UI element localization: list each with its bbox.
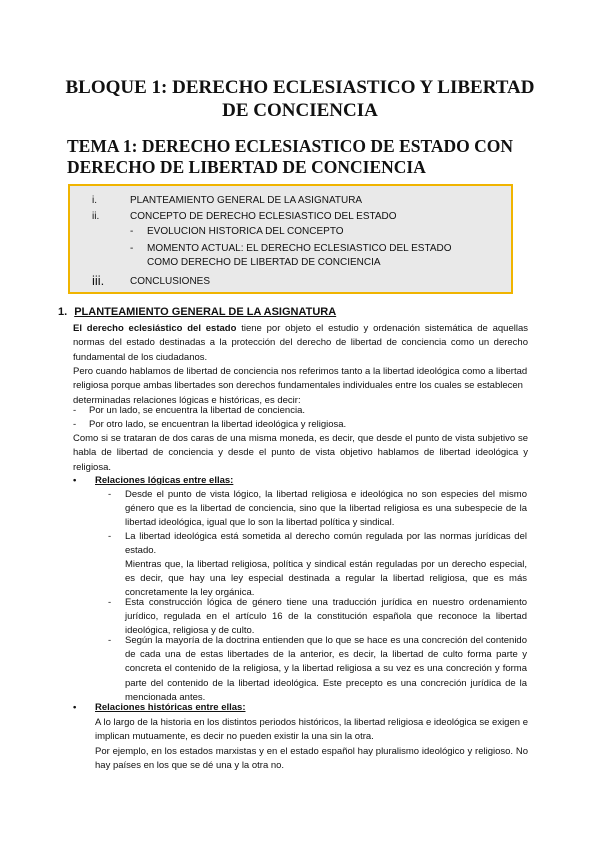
toc-subitem-label: MOMENTO ACTUAL: EL DERECHO ECLESIASTICO DEL ESTADO COMO DERECHO DE LIBERTAD DE CONCIENCIA bbox=[147, 243, 452, 268]
list-item-continuation: Mientras que, la libertad religiosa, política y sindical están reguladas por un derecho especial, es decir, que hay una ley especial destinada a regular la libertad religiosa, que es más concretamente la ley orgánica. bbox=[125, 559, 527, 599]
table-of-contents bbox=[68, 184, 513, 294]
definition-bold-term: El derecho eclesiástico del estado bbox=[73, 323, 237, 334]
list-item-text: La libertad ideológica está sometida al derecho común regulada por las normas jurídicas del estado. bbox=[125, 531, 527, 557]
toc-item-label: CONCEPTO DE DERECHO ECLESIASTICO DEL ESTADO bbox=[130, 211, 397, 222]
tema-title bbox=[67, 136, 567, 178]
list-item-text: Por un lado, se encuentra la libertad de conciencia. bbox=[89, 405, 305, 416]
toc-item-number: i. bbox=[92, 195, 97, 206]
tema-title-line2: DERECHO DE LIBERTAD DE CONCIENCIA bbox=[67, 157, 426, 177]
document-title-line1: BLOQUE 1: DERECHO ECLESIASTICO Y LIBERTAD bbox=[65, 77, 535, 98]
toc-item-number: ii. bbox=[92, 211, 100, 222]
paragraph-libertad-conciencia: Pero cuando hablamos de libertad de conciencia nos referimos tanto a la libertad ideológica como a libertad religiosa porque ambas libertades son derechos fundamentales individuales entre los cuales se establecen determinadas relaciones lógicas e históricas, es decir: bbox=[73, 366, 528, 406]
toc-item-label: CONCLUSIONES bbox=[130, 276, 211, 287]
document-title bbox=[40, 76, 560, 122]
toc-subitem bbox=[70, 225, 510, 239]
toc-subitem-dash: - bbox=[130, 226, 134, 237]
bullet-heading-label: Relaciones lógicas entre ellas: bbox=[95, 475, 234, 486]
document-page: BLOQUE 1: DERECHO ECLESIASTICO Y LIBERTAD DE CONCIENCIA TEMA 1: DERECHO ECLESIASTICO DE ESTADO CON DERECHO DE LIBERTAD DE CONCIENCIA i. PLANTEAMIENTO GENERAL DE LA ASIGNATURA ii. CONCEPTO DE DERECHO ECLESIASTICO DEL ESTADO - EVOLUCION HISTORICA DEL CONCEPTO - MOMENTO ACTUAL: EL DERECHO ECLESIASTICO DEL ESTADO COMO DERECHO DE LIBERTAD DE CONCIENCIA iii. CONCLUSIONES 1. PLANTEAMIENTO GENERAL DE LA ASIGNATURA El derecho eclesiástico del estado tiene por objeto el estudio y ordenación sistemática de aquellas normas del estado destinadas a la protección del derecho de libertad de conciencia como un derecho fundamental de los ciudadanos. Pero cuando hablamos de libertad de conciencia nos referimos tanto a la libertad ideológica como a libertad religiosa porque ambas libertades son derechos fundamentales individuales entre los cuales se establecen determinadas relaciones lógicas e históricas, es decir: - Por un lado, se encuentra la libertad de conciencia. - Por otro lado, se encuentran la libertad ideológica y religiosa. Como si se trataran de dos caras de una misma moneda, es decir, que desde el punto de vista subjetivo se habla de libertad de conciencia y desde el punto de vista objetivo hablamos de libertad ideológica y religiosa. • Relaciones lógicas entre ellas: - Desde el punto de vista lógico, la libertad religiosa e ideológica no son especies del mismo género que es la libertad de conciencia, sino que la libertad religiosa es una subespecie de la libertad ideológica, igual que lo son la libertad política y sindical. - La libertad ideológica está sometida al derecho común regulada por las normas jurídicas del estado. Mientras que, la libertad religiosa, política y sindical están reguladas por un derecho especial, es decir, que hay una ley especial destinada a regular la libertad religiosa, que es más concretamente la ley orgánica. - Esta construcción lógica de género tiene una traducción jurídica en nuestro ordenamiento jurídico, regulada en el artículo 16 de la constitución española que reconoce la libertad ideológica, religiosa y de culto. - Según la mayoría de la doctrina entienden que lo que se hace es una concreción del contenido de cada una de estas libertades de la anterior, es decir, la libertad de culto forma parte y concreta el contenido de la religiosa, y la libertad religiosa a su vez es una concreción y forma parte del contenido de la libertad ideológica. Este precepto es una concreción jurídica de la mencionada antes. • Relaciones históricas entre ellas: A lo largo de la historia en los distintos periodos históricos, la libertad religiosa e ideológica se exigen e implican mutuamente, es decir no pueden existir la una sin la otra. Por ejemplo, en los estados marxistas y en el estado español hay pluralismo ideológico y religioso. No hay países en los que se dé una y la otra no. bbox=[0, 0, 600, 848]
paragraph-definition bbox=[73, 322, 528, 365]
paragraph-historicas: A lo largo de la historia en los distintos periodos históricos, la libertad religiosa e ideológica se exigen e implican mutuamente, es decir no pueden existir la una sin la otra. bbox=[95, 717, 528, 743]
section-title: PLANTEAMIENTO GENERAL DE LA ASIGNATURA bbox=[74, 306, 337, 318]
toc-subitem bbox=[70, 242, 510, 270]
document-title-line2: DE CONCIENCIA bbox=[222, 100, 378, 121]
toc-item-label: PLANTEAMIENTO GENERAL DE LA ASIGNATURA bbox=[130, 195, 363, 206]
tema-title-line1: TEMA 1: DERECHO ECLESIASTICO DE ESTADO CON bbox=[67, 136, 514, 156]
toc-subitem-label: EVOLUCION HISTORICA DEL CONCEPTO bbox=[147, 226, 344, 237]
section-number: 1. bbox=[58, 306, 68, 318]
bullet-icon: • bbox=[73, 475, 77, 486]
bullet-heading-historicas bbox=[73, 701, 245, 715]
toc-item-number: iii. bbox=[92, 273, 105, 288]
list-item-text: Por otro lado, se encuentran la libertad ideológica y religiosa. bbox=[89, 419, 347, 430]
paragraph-ejemplo: Por ejemplo, en los estados marxistas y en el estado español hay pluralismo ideológico y religioso. No hay países en los que se dé una y la otra no. bbox=[95, 746, 528, 772]
paragraph-caras-moneda: Como si se trataran de dos caras de una misma moneda, es decir, que desde el punto de vista subjetivo se habla de libertad de conciencia y desde el punto de vista objetivo hablamos de libertad ideológica y religiosa. bbox=[73, 433, 528, 473]
toc-subitem-dash: - bbox=[130, 243, 134, 254]
list-item-text: Desde el punto de vista lógico, la libertad religiosa e ideológica no son especies del mismo género que es la libertad de conciencia, sino que la libertad religiosa es una subespecie de la libertad ideológica, igual que lo son la libertad política y sindical. bbox=[125, 489, 527, 529]
bullet-icon: • bbox=[73, 702, 77, 713]
list-item-text: Según la mayoría de la doctrina entienden que lo que se hace es una concreción del contenido de cada una de estas libertades de la anterior, es decir, la libertad de culto forma parte y concreta el contenido de la religiosa, y la libertad religiosa a su vez es una concreción y forma parte del contenido de la libertad ideológica. Este precepto es una concreción jurídica de la mencionada antes. bbox=[125, 635, 527, 703]
bullet-heading-label: Relaciones históricas entre ellas: bbox=[95, 702, 246, 713]
bullet-heading-logicas bbox=[73, 474, 233, 488]
definition-text: tiene por objeto el estudio y ordenación sistemática de aquellas normas del estado destinadas a la protección del derecho de libertad de conciencia como un derecho fundamental de los ciudadanos. bbox=[73, 323, 528, 363]
list-item-text: Esta construcción lógica de género tiene una traducción jurídica en nuestro ordenamiento jurídico, regulada en el artículo 16 de la constitución española que reconoce la libertad ideológica, religiosa y de culto. bbox=[125, 597, 527, 637]
section-heading bbox=[58, 305, 336, 319]
